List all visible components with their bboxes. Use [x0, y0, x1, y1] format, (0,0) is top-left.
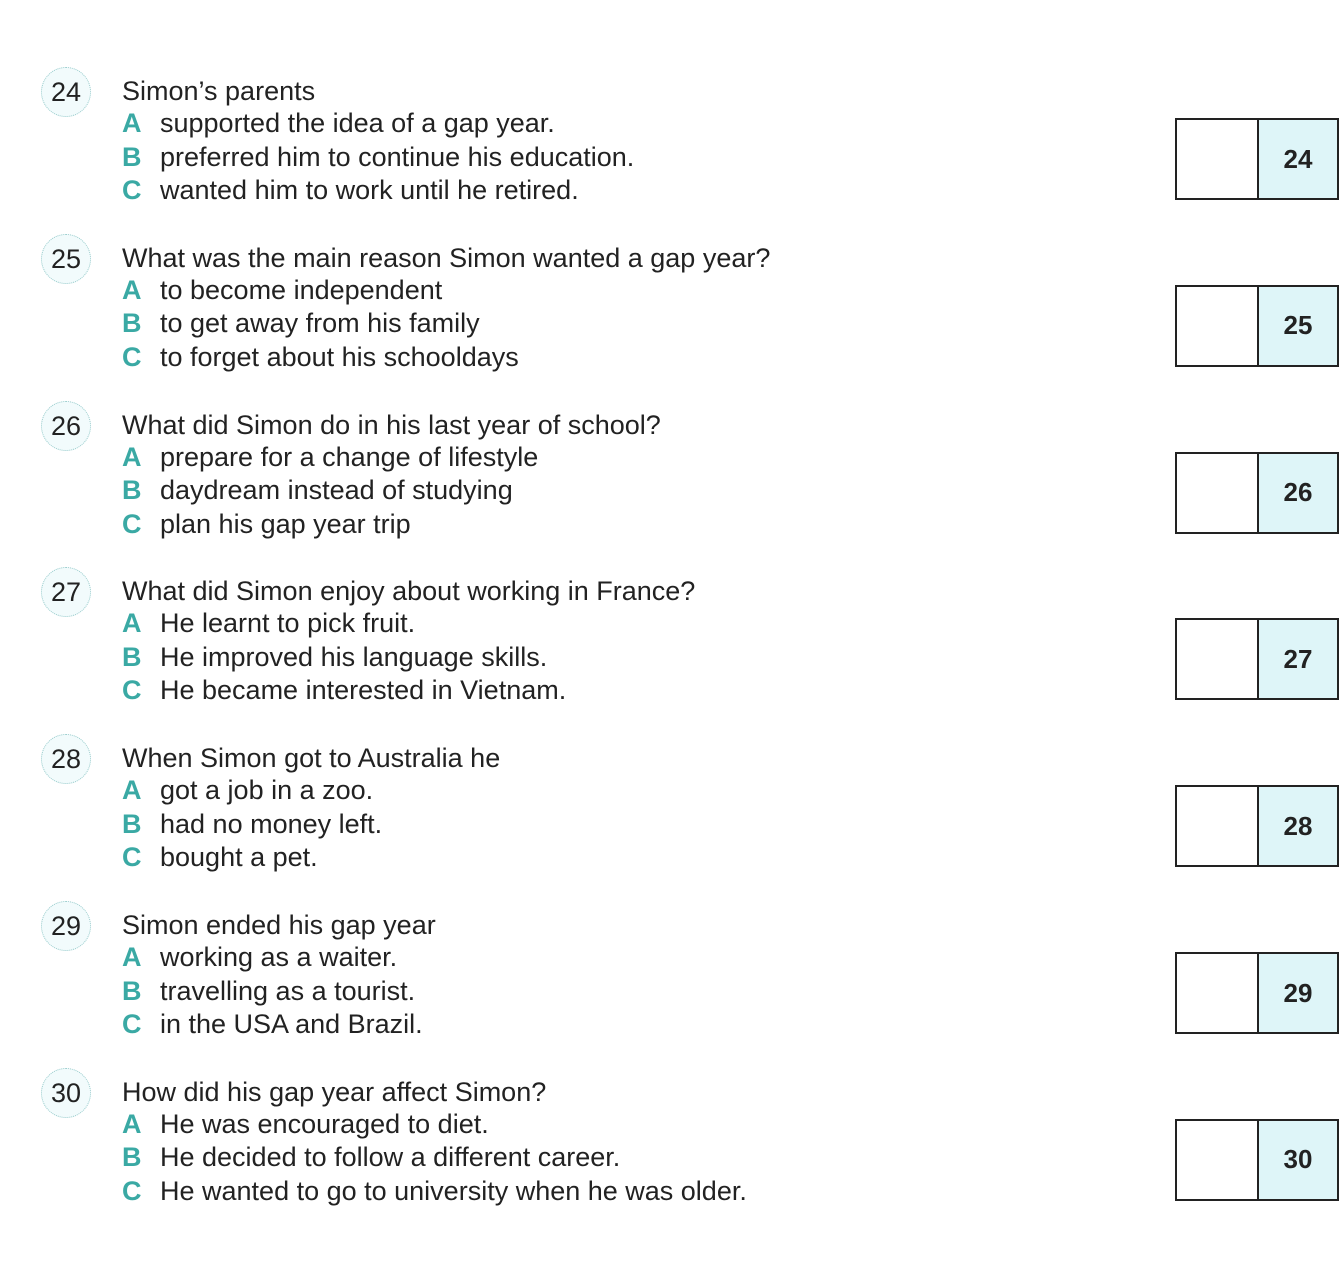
- question-stem: How did his gap year affect Simon?: [122, 1076, 547, 1107]
- option-letter: A: [122, 108, 142, 138]
- option-c: [122, 673, 566, 707]
- option-text: prepare for a change of lifestyle: [160, 441, 539, 472]
- option-letter: A: [122, 942, 142, 972]
- option-text: working as a waiter.: [160, 942, 398, 972]
- answer-field[interactable]: [1177, 287, 1259, 365]
- option-text: He learnt to pick fruit.: [160, 608, 416, 639]
- option-letter: B: [122, 975, 142, 1006]
- option-a: [122, 773, 373, 807]
- question-27: [0, 572, 1344, 732]
- answer-box: [1175, 1119, 1339, 1201]
- answer-box-label: 28: [1259, 787, 1337, 865]
- question-number: 29: [41, 901, 91, 951]
- option-text: bought a pet.: [160, 842, 318, 873]
- option-text: preferred him to continue his education.: [160, 141, 635, 172]
- option-text: got a job in a zoo.: [160, 775, 374, 806]
- question-number: 24: [41, 67, 91, 117]
- option-letter: B: [122, 141, 142, 172]
- answer-box: [1175, 952, 1339, 1034]
- answer-field[interactable]: [1177, 954, 1259, 1032]
- option-b: [122, 1140, 620, 1174]
- option-letter: C: [122, 842, 142, 873]
- option-text: He improved his language skills.: [160, 641, 548, 672]
- option-a: [122, 606, 415, 640]
- question-25: [0, 239, 1344, 399]
- option-a: [122, 273, 442, 307]
- question-number: 27: [41, 567, 91, 617]
- answer-field[interactable]: [1177, 1121, 1259, 1199]
- question-number: 26: [41, 401, 91, 451]
- answer-field[interactable]: [1177, 454, 1259, 532]
- option-text: He wanted to go to university when he was older.: [160, 1175, 747, 1206]
- option-text: supported the idea of a gap year.: [160, 108, 555, 138]
- answer-field[interactable]: [1177, 620, 1259, 698]
- option-letter: B: [122, 475, 142, 506]
- question-28: [0, 739, 1344, 899]
- option-c: [122, 173, 579, 207]
- answer-box: [1175, 618, 1339, 700]
- question-29: [0, 906, 1344, 1066]
- option-a: [122, 940, 397, 974]
- option-text: He was encouraged to diet.: [160, 1108, 489, 1139]
- answer-box-label: 25: [1259, 287, 1337, 365]
- option-letter: A: [122, 608, 142, 639]
- answer-box: [1175, 285, 1339, 367]
- option-letter: B: [122, 641, 142, 672]
- option-text: He became interested in Vietnam.: [160, 675, 567, 706]
- option-letter: C: [122, 675, 142, 706]
- answer-box: [1175, 452, 1339, 534]
- option-text: daydream instead of studying: [160, 475, 513, 506]
- question-stem: What was the main reason Simon wanted a gap year?: [122, 242, 771, 273]
- option-letter: B: [122, 1142, 142, 1173]
- option-letter: C: [122, 341, 142, 372]
- option-c: [122, 1007, 423, 1041]
- question-26: [0, 406, 1344, 566]
- answer-box: [1175, 785, 1339, 867]
- option-text: to forget about his schooldays: [160, 341, 519, 372]
- question-stem: Simon’s parents: [122, 76, 316, 106]
- option-letter: C: [122, 508, 142, 539]
- option-text: to become independent: [160, 274, 443, 305]
- answer-box-label: 27: [1259, 620, 1337, 698]
- option-c: [122, 507, 411, 541]
- option-text: wanted him to work until he retired.: [160, 175, 579, 205]
- option-text: travelling as a tourist.: [160, 975, 416, 1006]
- answer-box-label: 30: [1259, 1121, 1337, 1199]
- question-stem: Simon ended his gap year: [122, 910, 436, 940]
- option-b: [122, 807, 382, 841]
- option-b: [122, 974, 415, 1008]
- option-a: [122, 1107, 489, 1141]
- answer-field[interactable]: [1177, 120, 1259, 198]
- question-30: [0, 1073, 1344, 1233]
- answer-box-label: 26: [1259, 454, 1337, 532]
- option-letter: B: [122, 308, 142, 339]
- option-text: He decided to follow a different career.: [160, 1142, 621, 1173]
- option-c: [122, 1174, 747, 1208]
- answer-box: [1175, 118, 1339, 200]
- option-letter: C: [122, 1009, 142, 1039]
- question-number: 30: [41, 1068, 91, 1118]
- answer-box-label: 24: [1259, 120, 1337, 198]
- question-number: 28: [41, 734, 91, 784]
- option-b: [122, 473, 513, 507]
- option-letter: A: [122, 775, 142, 806]
- option-letter: A: [122, 274, 142, 305]
- option-letter: C: [122, 1175, 142, 1206]
- question-stem: What did Simon enjoy about working in France?: [122, 576, 696, 607]
- option-letter: B: [122, 808, 142, 839]
- option-text: had no money left.: [160, 808, 383, 839]
- answer-box-label: 29: [1259, 954, 1337, 1032]
- question-stem: What did Simon do in his last year of school?: [122, 409, 661, 440]
- question-24: [0, 72, 1344, 232]
- answer-field[interactable]: [1177, 787, 1259, 865]
- question-stem: When Simon got to Australia he: [122, 743, 501, 774]
- option-letter: A: [122, 1108, 142, 1139]
- option-b: [122, 306, 480, 340]
- option-text: plan his gap year trip: [160, 508, 411, 539]
- option-c: [122, 340, 519, 374]
- option-b: [122, 140, 634, 174]
- option-text: in the USA and Brazil.: [160, 1009, 423, 1039]
- option-b: [122, 640, 547, 674]
- option-letter: A: [122, 441, 142, 472]
- option-a: [122, 106, 555, 140]
- option-text: to get away from his family: [160, 308, 480, 339]
- question-number: 25: [41, 234, 91, 284]
- option-letter: C: [122, 175, 142, 205]
- option-a: [122, 440, 538, 474]
- option-c: [122, 840, 318, 874]
